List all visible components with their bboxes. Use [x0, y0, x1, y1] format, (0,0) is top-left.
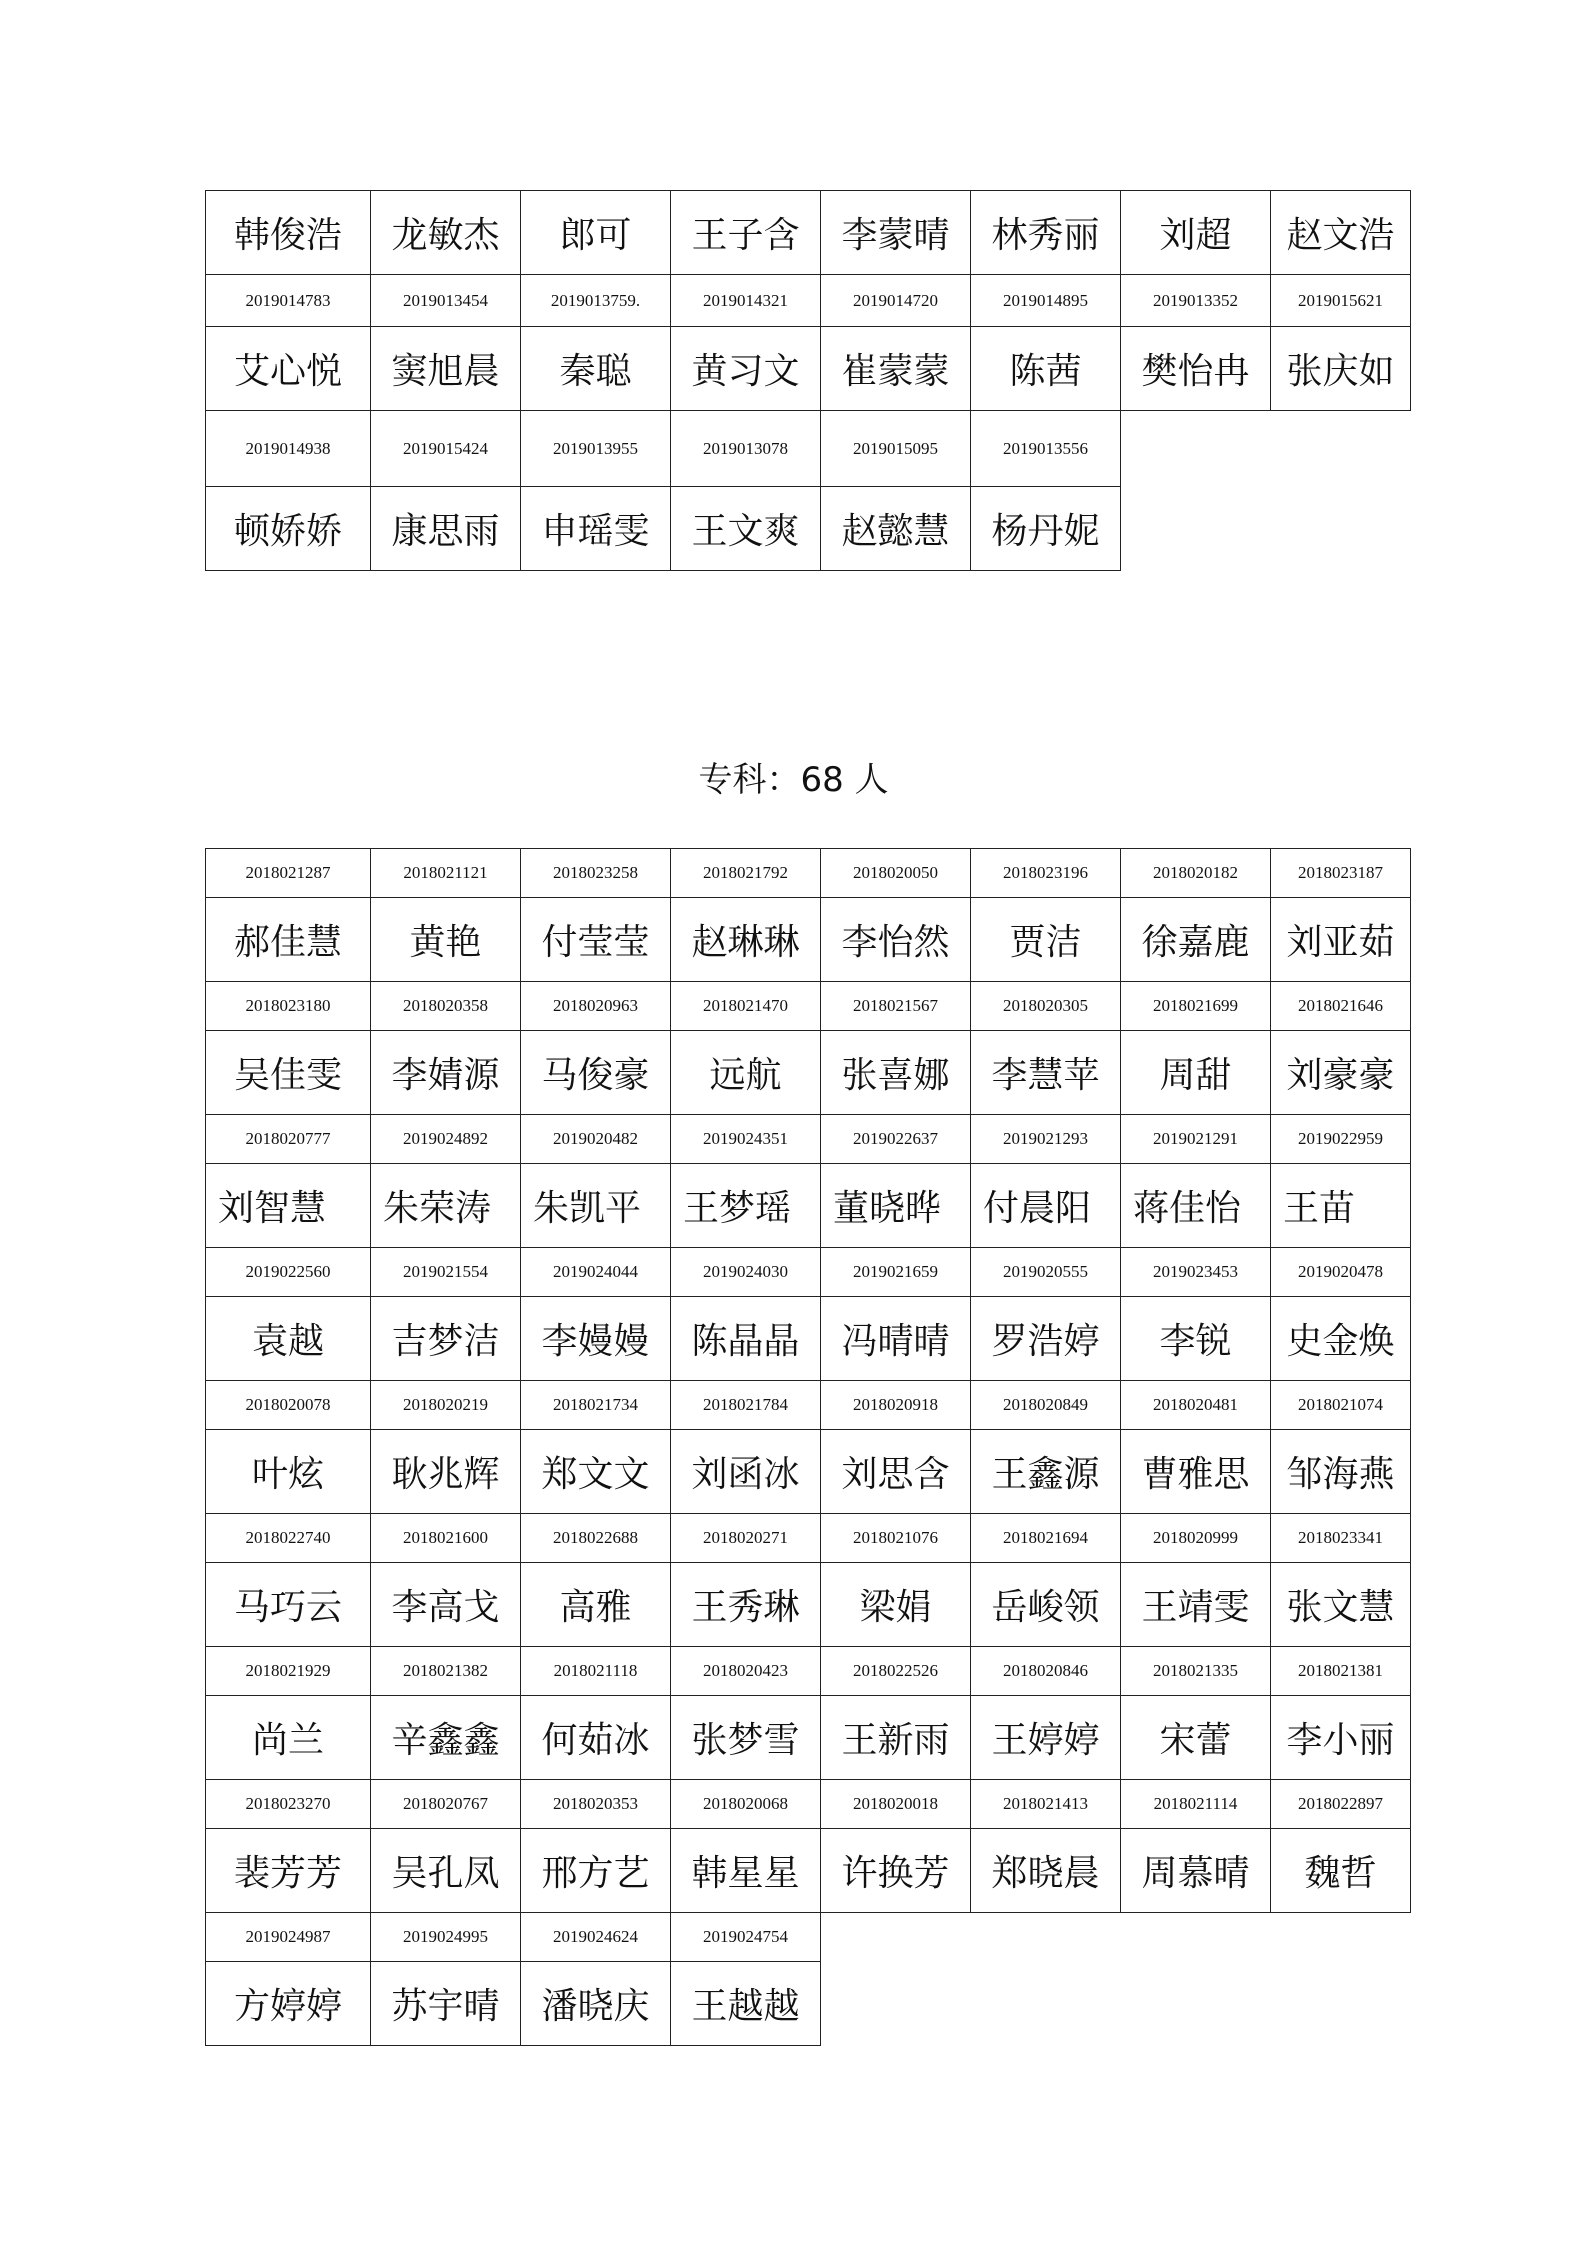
student-id-cell: 2019014895 [971, 275, 1121, 327]
student-name-cell: 尚兰 [206, 1696, 371, 1780]
student-name-row [206, 1164, 1411, 1248]
student-id-cell: 2018020767 [371, 1780, 521, 1829]
student-name-cell: 王新雨 [821, 1696, 971, 1780]
student-id-row [206, 1913, 1411, 1962]
student-name-cell: 李婧源 [371, 1031, 521, 1115]
student-name-cell: 郑晓晨 [971, 1829, 1121, 1913]
student-id-cell: 2018021121 [371, 849, 521, 898]
student-name-row [206, 487, 1411, 571]
student-id-row [206, 849, 1411, 898]
student-name-row [206, 327, 1411, 411]
student-id-cell: 2018020846 [971, 1647, 1121, 1696]
student-name-cell: 辛鑫鑫 [371, 1696, 521, 1780]
student-name-cell: 陈晶晶 [671, 1297, 821, 1381]
student-name-cell: 韩俊浩 [206, 191, 371, 275]
student-id-cell: 2019020478 [1271, 1248, 1411, 1297]
student-name-cell: 秦聪 [521, 327, 671, 411]
student-id-cell: 2019014938 [206, 411, 371, 487]
student-name-cell: 朱荣涛 [371, 1164, 521, 1248]
student-name-row [206, 1297, 1411, 1381]
student-name-cell: 王梦瑶 [671, 1164, 821, 1248]
student-name-cell: 付晨阳 [971, 1164, 1121, 1248]
student-name-cell: 刘函冰 [671, 1430, 821, 1514]
student-id-cell: 2019022959 [1271, 1115, 1411, 1164]
student-id-cell: 2019014321 [671, 275, 821, 327]
student-name-cell: 宋蕾 [1121, 1696, 1271, 1780]
student-name-cell: 黄习文 [671, 327, 821, 411]
student-name-cell: 马俊豪 [521, 1031, 671, 1115]
student-id-cell: 2018020777 [206, 1115, 371, 1164]
student-id-cell: 2019020482 [521, 1115, 671, 1164]
student-name-cell: 李怡然 [821, 898, 971, 982]
empty-cell [971, 1962, 1121, 2046]
student-name-cell: 冯晴晴 [821, 1297, 971, 1381]
student-id-cell: 2019013759. [521, 275, 671, 327]
student-name-cell: 魏哲 [1271, 1829, 1411, 1913]
empty-cell [1121, 1913, 1271, 1962]
student-id-cell: 2018021381 [1271, 1647, 1411, 1696]
student-id-cell: 2018020050 [821, 849, 971, 898]
student-id-cell: 2019020555 [971, 1248, 1121, 1297]
empty-cell [1271, 487, 1411, 571]
student-id-cell: 2018023270 [206, 1780, 371, 1829]
student-name-cell: 刘智慧 [206, 1164, 371, 1248]
empty-cell [1121, 487, 1271, 571]
student-id-cell: 2018021646 [1271, 982, 1411, 1031]
student-id-cell: 2019022637 [821, 1115, 971, 1164]
empty-cell [1121, 1962, 1271, 2046]
student-name-cell: 王靖雯 [1121, 1563, 1271, 1647]
student-name-row [206, 898, 1411, 982]
student-name-cell: 吴佳雯 [206, 1031, 371, 1115]
student-name-cell: 史金焕 [1271, 1297, 1411, 1381]
student-name-row [206, 191, 1411, 275]
student-table-top [205, 190, 1411, 571]
student-name-cell: 苏宇晴 [371, 1962, 521, 2046]
student-name-cell: 董晓晔 [821, 1164, 971, 1248]
student-id-row [206, 1647, 1411, 1696]
student-id-cell: 2018020423 [671, 1647, 821, 1696]
student-name-cell: 赵琳琳 [671, 898, 821, 982]
student-id-cell: 2019024044 [521, 1248, 671, 1297]
student-id-cell: 2018021699 [1121, 982, 1271, 1031]
student-id-cell: 2019023453 [1121, 1248, 1271, 1297]
student-id-cell: 2018020305 [971, 982, 1121, 1031]
student-name-cell: 吉梦洁 [371, 1297, 521, 1381]
student-id-row [206, 275, 1411, 327]
student-id-cell: 2018021382 [371, 1647, 521, 1696]
student-name-cell: 张梦雪 [671, 1696, 821, 1780]
student-name-cell: 李高戈 [371, 1563, 521, 1647]
student-id-cell: 2018023341 [1271, 1514, 1411, 1563]
student-id-cell: 2018020963 [521, 982, 671, 1031]
student-id-cell: 2019021554 [371, 1248, 521, 1297]
student-name-cell: 罗浩婷 [971, 1297, 1121, 1381]
student-id-cell: 2019014783 [206, 275, 371, 327]
empty-cell [1271, 411, 1411, 487]
student-id-cell: 2019014720 [821, 275, 971, 327]
student-id-cell: 2018022688 [521, 1514, 671, 1563]
student-name-cell: 王子含 [671, 191, 821, 275]
student-name-cell: 顿娇娇 [206, 487, 371, 571]
empty-cell [1121, 411, 1271, 487]
student-name-cell: 李蒙晴 [821, 191, 971, 275]
student-name-cell: 刘超 [1121, 191, 1271, 275]
student-name-cell: 刘亚茹 [1271, 898, 1411, 982]
student-name-cell: 王文爽 [671, 487, 821, 571]
empty-cell [821, 1962, 971, 2046]
student-id-row [206, 982, 1411, 1031]
student-id-cell: 2019024987 [206, 1913, 371, 1962]
student-name-cell: 申瑶雯 [521, 487, 671, 571]
empty-cell [1271, 1913, 1411, 1962]
student-id-cell: 2018021118 [521, 1647, 671, 1696]
student-id-cell: 2018020999 [1121, 1514, 1271, 1563]
student-name-row [206, 1430, 1411, 1514]
student-name-cell: 邹海燕 [1271, 1430, 1411, 1514]
empty-cell [971, 1913, 1121, 1962]
empty-cell [821, 1913, 971, 1962]
student-id-cell: 2018020182 [1121, 849, 1271, 898]
student-id-cell: 2019021291 [1121, 1115, 1271, 1164]
student-name-row [206, 1829, 1411, 1913]
student-name-cell: 岳峻领 [971, 1563, 1121, 1647]
student-name-cell: 许换芳 [821, 1829, 971, 1913]
student-id-cell: 2018020358 [371, 982, 521, 1031]
student-name-cell: 徐嘉鹿 [1121, 898, 1271, 982]
student-name-cell: 黄艳 [371, 898, 521, 982]
student-name-cell: 郎可 [521, 191, 671, 275]
student-id-cell: 2018023180 [206, 982, 371, 1031]
student-name-cell: 杨丹妮 [971, 487, 1121, 571]
student-name-cell: 方婷婷 [206, 1962, 371, 2046]
student-id-cell: 2018021600 [371, 1514, 521, 1563]
student-id-cell: 2018022740 [206, 1514, 371, 1563]
student-name-cell: 王苗 [1271, 1164, 1411, 1248]
student-id-cell: 2018020353 [521, 1780, 671, 1829]
student-name-cell: 远航 [671, 1031, 821, 1115]
student-id-cell: 2018021792 [671, 849, 821, 898]
student-id-cell: 2018020219 [371, 1381, 521, 1430]
student-name-cell: 吴孔凤 [371, 1829, 521, 1913]
student-id-cell: 2018020018 [821, 1780, 971, 1829]
student-id-cell: 2018021694 [971, 1514, 1121, 1563]
student-name-cell: 朱凯平 [521, 1164, 671, 1248]
student-name-cell: 王越越 [671, 1962, 821, 2046]
student-id-cell: 2018020068 [671, 1780, 821, 1829]
student-id-cell: 2018021734 [521, 1381, 671, 1430]
student-id-row [206, 1514, 1411, 1563]
student-name-cell: 李慧苹 [971, 1031, 1121, 1115]
student-name-cell: 赵懿慧 [821, 487, 971, 571]
student-name-cell: 贾洁 [971, 898, 1121, 982]
student-name-cell: 康思雨 [371, 487, 521, 571]
student-name-cell: 刘思含 [821, 1430, 971, 1514]
student-id-cell: 2019015621 [1271, 275, 1411, 327]
student-id-cell: 2018021335 [1121, 1647, 1271, 1696]
student-id-cell: 2018020918 [821, 1381, 971, 1430]
student-name-cell: 梁娟 [821, 1563, 971, 1647]
student-id-cell: 2018021114 [1121, 1780, 1271, 1829]
student-id-cell: 2019024030 [671, 1248, 821, 1297]
student-id-cell: 2019013955 [521, 411, 671, 487]
student-id-cell: 2018021287 [206, 849, 371, 898]
student-id-cell: 2019024754 [671, 1913, 821, 1962]
student-name-cell: 张庆如 [1271, 327, 1411, 411]
student-id-cell: 2018021076 [821, 1514, 971, 1563]
student-id-cell: 2018023196 [971, 849, 1121, 898]
student-id-cell: 2018020849 [971, 1381, 1121, 1430]
student-id-cell: 2018022897 [1271, 1780, 1411, 1829]
student-name-row [206, 1962, 1411, 2046]
student-id-row [206, 1115, 1411, 1164]
student-id-cell: 2019015424 [371, 411, 521, 487]
empty-cell [1271, 1962, 1411, 2046]
student-id-cell: 2018021413 [971, 1780, 1121, 1829]
student-name-cell: 王婷婷 [971, 1696, 1121, 1780]
student-name-cell: 林秀丽 [971, 191, 1121, 275]
student-name-cell: 陈茜 [971, 327, 1121, 411]
student-id-cell: 2019021659 [821, 1248, 971, 1297]
student-name-cell: 曹雅思 [1121, 1430, 1271, 1514]
student-name-cell: 高雅 [521, 1563, 671, 1647]
student-name-cell: 赵文浩 [1271, 191, 1411, 275]
student-id-cell: 2019024892 [371, 1115, 521, 1164]
student-id-cell: 2018021929 [206, 1647, 371, 1696]
student-name-cell: 樊怡冉 [1121, 327, 1271, 411]
student-id-cell: 2018021784 [671, 1381, 821, 1430]
student-id-cell: 2018023258 [521, 849, 671, 898]
student-name-cell: 蒋佳怡 [1121, 1164, 1271, 1248]
student-id-cell: 2018021470 [671, 982, 821, 1031]
student-id-cell: 2018020271 [671, 1514, 821, 1563]
student-id-cell: 2018022526 [821, 1647, 971, 1696]
student-name-cell: 崔蒙蒙 [821, 327, 971, 411]
student-id-cell: 2019024351 [671, 1115, 821, 1164]
student-name-cell: 周慕晴 [1121, 1829, 1271, 1913]
student-id-row [206, 1248, 1411, 1297]
student-name-row [206, 1696, 1411, 1780]
student-name-cell: 裴芳芳 [206, 1829, 371, 1913]
student-name-cell: 艾心悦 [206, 327, 371, 411]
student-name-cell: 窦旭晨 [371, 327, 521, 411]
student-id-cell: 2018021074 [1271, 1381, 1411, 1430]
student-id-cell: 2018023187 [1271, 849, 1411, 898]
student-name-cell: 王秀琳 [671, 1563, 821, 1647]
student-id-cell: 2019013454 [371, 275, 521, 327]
student-name-cell: 李小丽 [1271, 1696, 1411, 1780]
student-id-cell: 2019013078 [671, 411, 821, 487]
student-name-cell: 李锐 [1121, 1297, 1271, 1381]
student-name-cell: 袁越 [206, 1297, 371, 1381]
student-id-cell: 2018020481 [1121, 1381, 1271, 1430]
student-name-cell: 潘晓庆 [521, 1962, 671, 2046]
student-name-cell: 王鑫源 [971, 1430, 1121, 1514]
student-id-cell: 2019015095 [821, 411, 971, 487]
student-name-cell: 刘豪豪 [1271, 1031, 1411, 1115]
student-name-cell: 叶炫 [206, 1430, 371, 1514]
student-name-cell: 张文慧 [1271, 1563, 1411, 1647]
student-name-cell: 龙敏杰 [371, 191, 521, 275]
student-id-cell: 2019022560 [206, 1248, 371, 1297]
student-id-cell: 2019024624 [521, 1913, 671, 1962]
student-id-cell: 2018020078 [206, 1381, 371, 1430]
student-name-row [206, 1563, 1411, 1647]
student-name-cell: 韩星星 [671, 1829, 821, 1913]
student-id-row [206, 1780, 1411, 1829]
student-name-cell: 何茹冰 [521, 1696, 671, 1780]
section-title: 专科：68 人 [698, 760, 889, 800]
student-name-cell: 李嫚嫚 [521, 1297, 671, 1381]
student-table-zhuanke [205, 848, 1411, 2046]
student-name-cell: 马巧云 [206, 1563, 371, 1647]
student-name-cell: 邢方艺 [521, 1829, 671, 1913]
student-id-row [206, 1381, 1411, 1430]
student-name-cell: 郝佳慧 [206, 898, 371, 982]
student-name-cell: 付莹莹 [521, 898, 671, 982]
student-id-cell: 2019024995 [371, 1913, 521, 1962]
student-name-cell: 耿兆辉 [371, 1430, 521, 1514]
student-id-cell: 2019013352 [1121, 275, 1271, 327]
student-id-row [206, 411, 1411, 487]
student-id-cell: 2019021293 [971, 1115, 1121, 1164]
student-id-cell: 2019013556 [971, 411, 1121, 487]
student-name-cell: 周甜 [1121, 1031, 1271, 1115]
student-name-row [206, 1031, 1411, 1115]
student-id-cell: 2018021567 [821, 982, 971, 1031]
student-name-cell: 张喜娜 [821, 1031, 971, 1115]
student-name-cell: 郑文文 [521, 1430, 671, 1514]
